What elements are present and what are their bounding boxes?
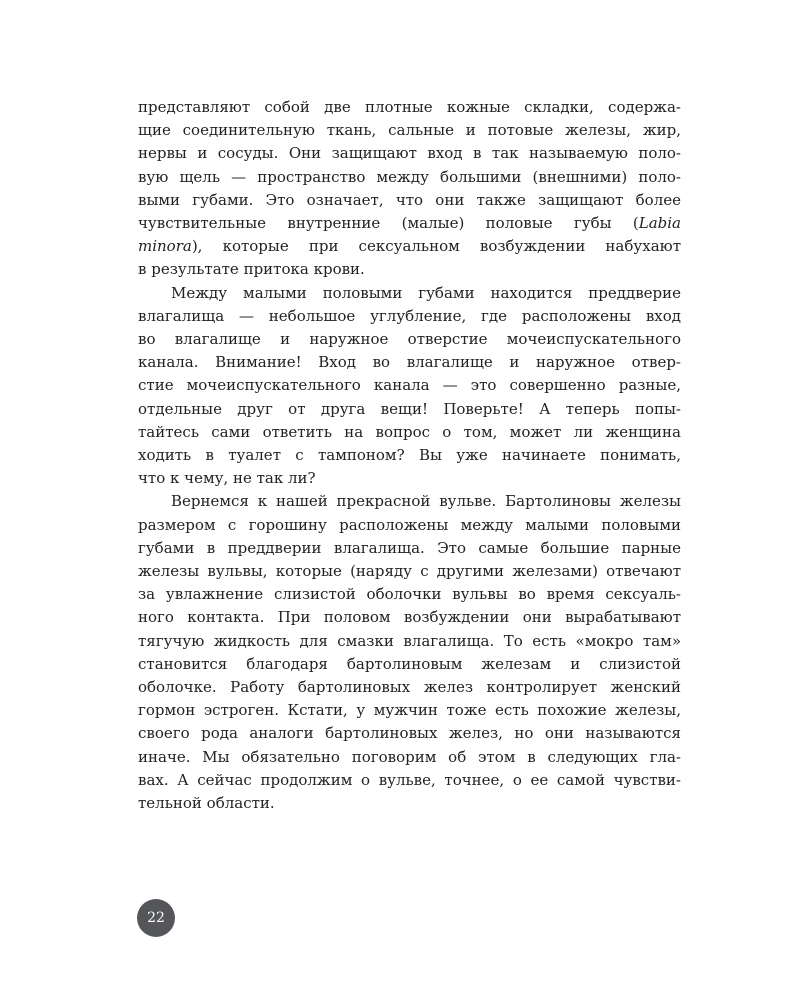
text-line: губами в преддверии влагалища. Это самые большие парные [138, 538, 681, 557]
text-line: становится благодаря бартолиновым железам и слизистой [138, 654, 681, 673]
text-line: отдельные друг от друга вещи! Поверьте! А теперь попы- [138, 399, 681, 418]
paragraph-3 [138, 490, 681, 815]
latin-term: minora [138, 237, 192, 256]
text-line: щие соединительную ткань, сальные и потовые железы, жир, [138, 121, 681, 140]
text-line: выми губами. Это означает, что они также защищают более [138, 190, 681, 209]
text-line: стие мочеиспускательного канала — это совершенно разные, [138, 376, 681, 395]
text-line: своего рода аналоги бартолиновых желез, но они называются [138, 724, 681, 743]
text-line: ходить в туалет с тампоном? Вы уже начинаете понимать, [138, 446, 681, 465]
text-line: Между малыми половыми губами находится преддверие [171, 283, 681, 302]
text-line: тягучую жидкость для смазки влагалища. То есть «мокро там» [138, 631, 681, 650]
text-line: оболочке. Работу бартолиновых желез контролирует женский [138, 678, 681, 697]
text-line: иначе. Мы обязательно поговорим об этом в следующих гла- [138, 747, 681, 766]
text-line: за увлажнение слизистой оболочки вульвы во время сексуаль- [138, 585, 681, 604]
text-line: в результате притока крови. [138, 260, 365, 279]
text-line: железы вульвы, которые (наряду с другими железами) отвечают [138, 562, 681, 581]
text-line: тельной области. [138, 794, 275, 813]
text-line: во влагалище и наружное отверстие мочеиспускательного [138, 330, 681, 349]
latin-term: Labia [638, 214, 681, 233]
text-line: гормон эстроген. Кстати, у мужчин тоже есть похожие железы, [138, 701, 681, 720]
text-line: влагалища — небольшое углубление, где расположены вход [138, 306, 681, 325]
paragraph-2 [138, 282, 681, 491]
text-line: вую щель — пространство между большими (внешними) поло- [138, 167, 681, 186]
text-line [138, 212, 681, 235]
text-line: нервы и сосуды. Они защищают вход в так называемую поло- [138, 144, 681, 163]
text-line [138, 235, 681, 258]
text-line: вах. А сейчас продолжим о вульве, точнее, о ее самой чувстви- [138, 770, 681, 789]
text-run: ), которые при сексуальном возбуждении набухают [191, 237, 681, 256]
text-line: размером с горошину расположены между малыми половыми [138, 515, 681, 534]
text-line: ного контакта. При половом возбуждении они вырабатывают [138, 608, 681, 627]
text-line: что к чему, не так ли? [138, 469, 316, 488]
text-line: Вернемся к нашей прекрасной вульве. Бартолиновы железы [171, 492, 681, 511]
text-run: чувствительные внутренние (малые) половые губы ( [138, 214, 639, 233]
text-line: канала. Внимание! Вход во влагалище и наружное отвер- [138, 353, 681, 372]
page-number: 22 [147, 910, 165, 926]
page-body-text [138, 96, 681, 815]
page-number-badge [137, 899, 175, 937]
text-line: представляют собой две плотные кожные складки, содержа- [138, 98, 681, 116]
text-line: тайтесь сами ответить на вопрос о том, может ли женщина [138, 422, 681, 441]
paragraph-1 [138, 96, 681, 282]
